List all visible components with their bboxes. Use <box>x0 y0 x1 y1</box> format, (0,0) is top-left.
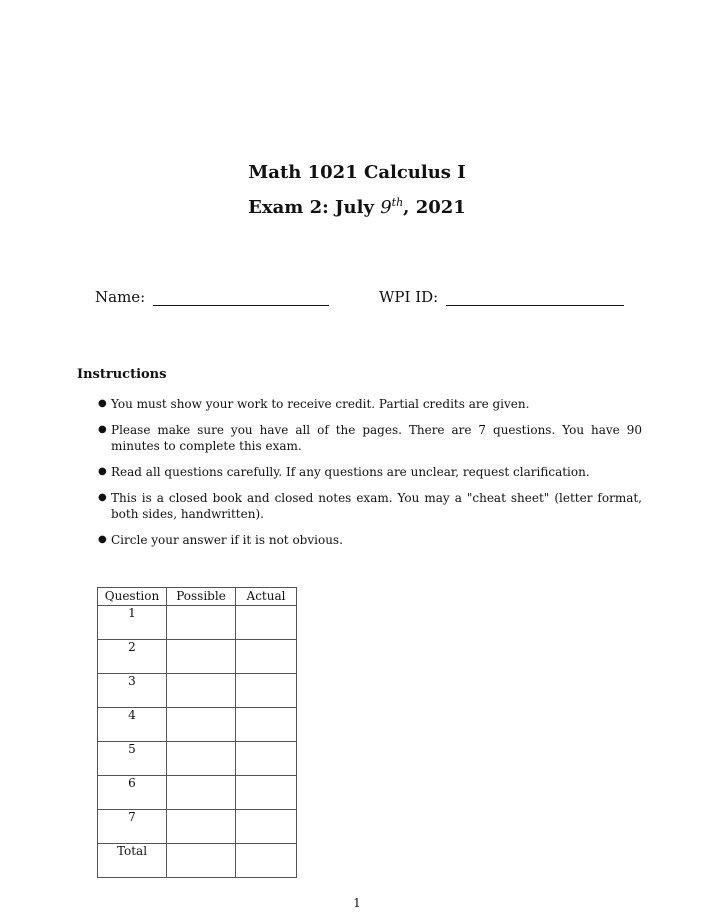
table-row <box>98 810 297 844</box>
actual-cell[interactable] <box>236 742 297 776</box>
table-row <box>98 674 297 708</box>
table-row <box>98 606 297 640</box>
question-number: 3 <box>98 674 167 708</box>
actual-cell[interactable] <box>236 674 297 708</box>
possible-cell <box>167 776 236 810</box>
instruction-item: ● Read all questions carefully. If any questions are unclear, request clarification. <box>98 465 590 479</box>
exam-year: , 2021 <box>403 197 466 218</box>
exam-label: Exam 2: July <box>248 197 381 218</box>
possible-cell <box>167 606 236 640</box>
possible-cell <box>167 640 236 674</box>
bullet-icon: ● <box>98 466 107 477</box>
instructions-list <box>94 396 642 558</box>
bullet-icon: ● <box>98 398 107 409</box>
name-blank-line[interactable] <box>153 291 329 306</box>
page-number: 1 <box>353 896 361 910</box>
possible-cell <box>167 708 236 742</box>
total-label: Total <box>98 844 167 878</box>
instruction-item: ● You must show your work to receive credit. Partial credits are given. <box>98 397 530 411</box>
score-table <box>97 587 297 878</box>
actual-cell[interactable] <box>236 606 297 640</box>
wpi-id-label: WPI ID: <box>379 288 439 306</box>
bullet-icon: ● <box>98 534 107 545</box>
instructions-heading: Instructions <box>77 367 167 382</box>
name-field[interactable] <box>95 288 329 306</box>
instruction-item: ● Please make sure you have all of the pages. There are 7 questions. You have 90 minutes to complete this exam. <box>98 423 642 453</box>
course-title: Math 1021 Calculus I <box>248 162 466 183</box>
question-number: 1 <box>98 606 167 640</box>
bullet-icon: ● <box>98 492 107 503</box>
actual-cell[interactable] <box>236 708 297 742</box>
possible-total-cell <box>167 844 236 878</box>
question-number: 2 <box>98 640 167 674</box>
actual-cell[interactable] <box>236 810 297 844</box>
score-table-header-row <box>98 588 297 606</box>
bullet-icon: ● <box>98 424 107 435</box>
question-number: 5 <box>98 742 167 776</box>
wpi-id-field[interactable] <box>379 288 624 306</box>
possible-cell <box>167 674 236 708</box>
exam-title <box>0 158 714 223</box>
possible-cell <box>167 742 236 776</box>
header-question: Question <box>98 588 167 606</box>
instruction-item: ● This is a closed book and closed notes exam. You may a "cheat sheet" (letter format, both sides, handwritten). <box>98 491 642 521</box>
table-row <box>98 708 297 742</box>
question-number: 4 <box>98 708 167 742</box>
wpi-id-blank-line[interactable] <box>446 291 624 306</box>
instruction-item: ● Circle your answer if it is not obvious. <box>98 533 343 547</box>
total-row <box>98 844 297 878</box>
day-suffix: th <box>391 196 404 209</box>
table-row <box>98 640 297 674</box>
actual-cell[interactable] <box>236 640 297 674</box>
exam-date-line <box>0 188 714 223</box>
possible-cell <box>167 810 236 844</box>
actual-cell[interactable] <box>236 776 297 810</box>
actual-total-cell[interactable] <box>236 844 297 878</box>
question-number: 7 <box>98 810 167 844</box>
header-possible: Possible <box>167 588 236 606</box>
name-label: Name: <box>95 288 146 306</box>
question-number: 6 <box>98 776 167 810</box>
header-actual: Actual <box>236 588 297 606</box>
exam-day: 9th <box>380 196 404 218</box>
table-row <box>98 742 297 776</box>
table-row <box>98 776 297 810</box>
